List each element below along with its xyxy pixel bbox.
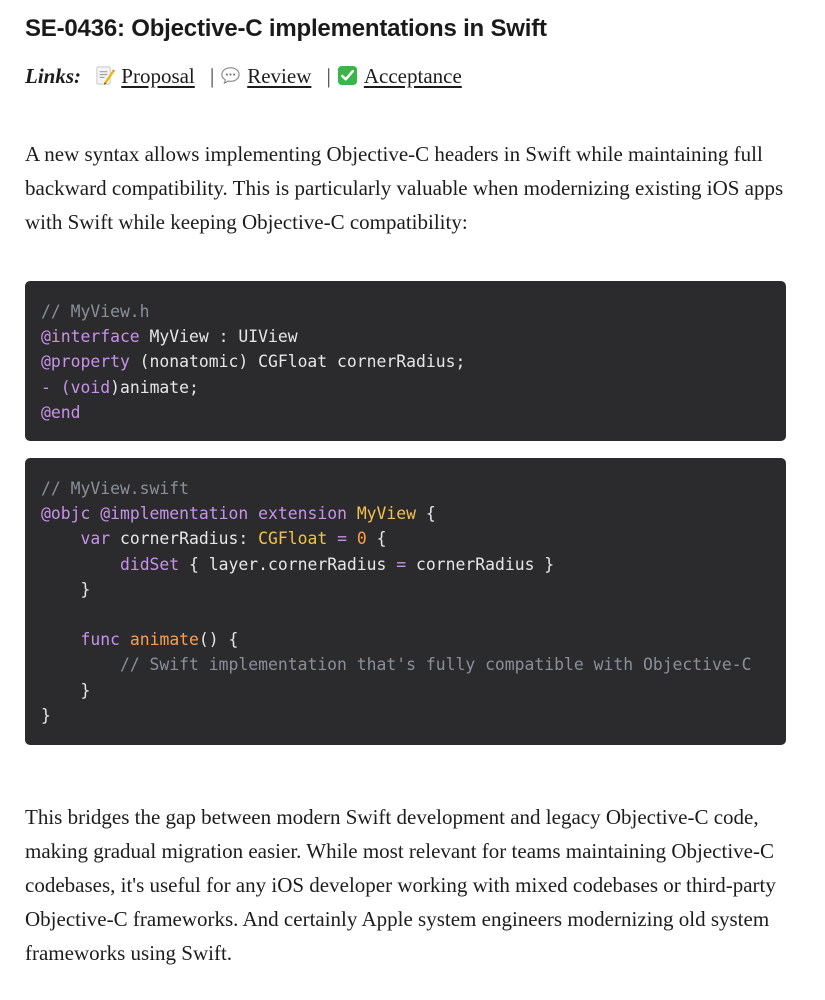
code-token: = — [337, 529, 347, 549]
code-line — [41, 526, 770, 551]
code-token: MyView : UIView — [139, 327, 298, 347]
code-line — [41, 602, 770, 627]
code-line — [41, 299, 770, 324]
code-token: func — [80, 630, 120, 650]
intro-paragraph: A new syntax allows implementing Objective-C headers in Swift while maintaining full backward compatibility. This is particularly valuable when modernizing existing iOS apps with Swift while keeping Objective-C compatibility: — [25, 142, 784, 234]
check-mark-button-icon — [337, 65, 358, 86]
code-token: - ( — [41, 377, 71, 397]
code-token: { — [366, 529, 387, 549]
code-token: @end — [41, 402, 81, 422]
review-link[interactable]: Review — [247, 64, 312, 88]
code-token — [41, 630, 80, 649]
code-token — [347, 529, 357, 548]
code-line — [41, 577, 770, 602]
code-token: @property — [41, 352, 130, 372]
acceptance-link[interactable]: Acceptance — [363, 64, 462, 88]
code-token: } — [41, 705, 51, 725]
code-token: 0 — [356, 529, 367, 549]
code-line — [41, 349, 770, 374]
code-token: () { — [198, 630, 239, 650]
code-line — [41, 476, 770, 501]
code-token: { — [416, 504, 436, 524]
code-token: @interface — [41, 327, 140, 347]
code-line — [41, 652, 770, 677]
links-label: Links: — [25, 64, 82, 88]
code-token: // MyView.swift — [41, 479, 190, 498]
code-token: void — [70, 377, 111, 397]
code-token — [120, 630, 130, 649]
code-token: MyView — [356, 504, 417, 524]
code-token: cornerRadius: — [110, 529, 259, 549]
code-token: } — [41, 680, 91, 700]
code-token: { layer.cornerRadius — [179, 554, 397, 574]
proposal-link[interactable]: Proposal — [121, 64, 195, 88]
code-line — [41, 627, 770, 652]
speech-bubble-icon — [220, 65, 241, 86]
code-token — [248, 504, 258, 523]
code-token — [41, 529, 80, 548]
code-token — [41, 655, 120, 674]
code-token: animate — [129, 630, 199, 650]
code-token: CGFloat — [258, 529, 328, 549]
memo-icon — [94, 65, 115, 86]
outro-paragraph: This bridges the gap between modern Swift development and legacy Objective-C code, making gradual migration easier. While most relevant for teams maintaining Objective-C codebases, it's useful for any iOS developer working with mixed codebases or third-party Objective-C frameworks. And certainly Apple system engineers modernizing old system frameworks using Swift. — [25, 805, 776, 965]
code-line — [41, 703, 770, 728]
code-line — [41, 678, 770, 703]
code-token: // Swift implementation that's fully compatible with Objective-C — [119, 655, 752, 675]
code-token: cornerRadius } — [406, 554, 555, 574]
code-token — [347, 504, 357, 523]
code-token: @objc — [41, 504, 91, 524]
code-line — [41, 400, 770, 425]
code-token — [327, 529, 337, 548]
swift-implementation-code-block — [25, 458, 786, 745]
code-token: // MyView.h — [41, 302, 150, 321]
code-line — [41, 324, 770, 349]
code-token: var — [80, 529, 111, 549]
code-line — [41, 375, 770, 400]
code-line — [41, 552, 770, 577]
article-title: SE-0436: Objective-C implementations in Swift — [25, 15, 547, 42]
code-token — [41, 555, 120, 574]
links-row — [25, 60, 462, 92]
code-token: extension — [258, 504, 347, 524]
code-token: didSet — [119, 554, 180, 574]
code-token: } — [41, 579, 91, 599]
links-separator: | — [326, 64, 331, 88]
code-token: = — [396, 554, 407, 574]
code-token: )animate; — [110, 377, 199, 397]
links-separator: | — [210, 64, 215, 88]
code-token: (nonatomic) CGFloat cornerRadius; — [129, 352, 466, 372]
code-token: @implementation — [100, 504, 249, 524]
code-line — [41, 501, 770, 526]
objc-header-code-block — [25, 281, 786, 441]
code-token — [90, 504, 100, 523]
